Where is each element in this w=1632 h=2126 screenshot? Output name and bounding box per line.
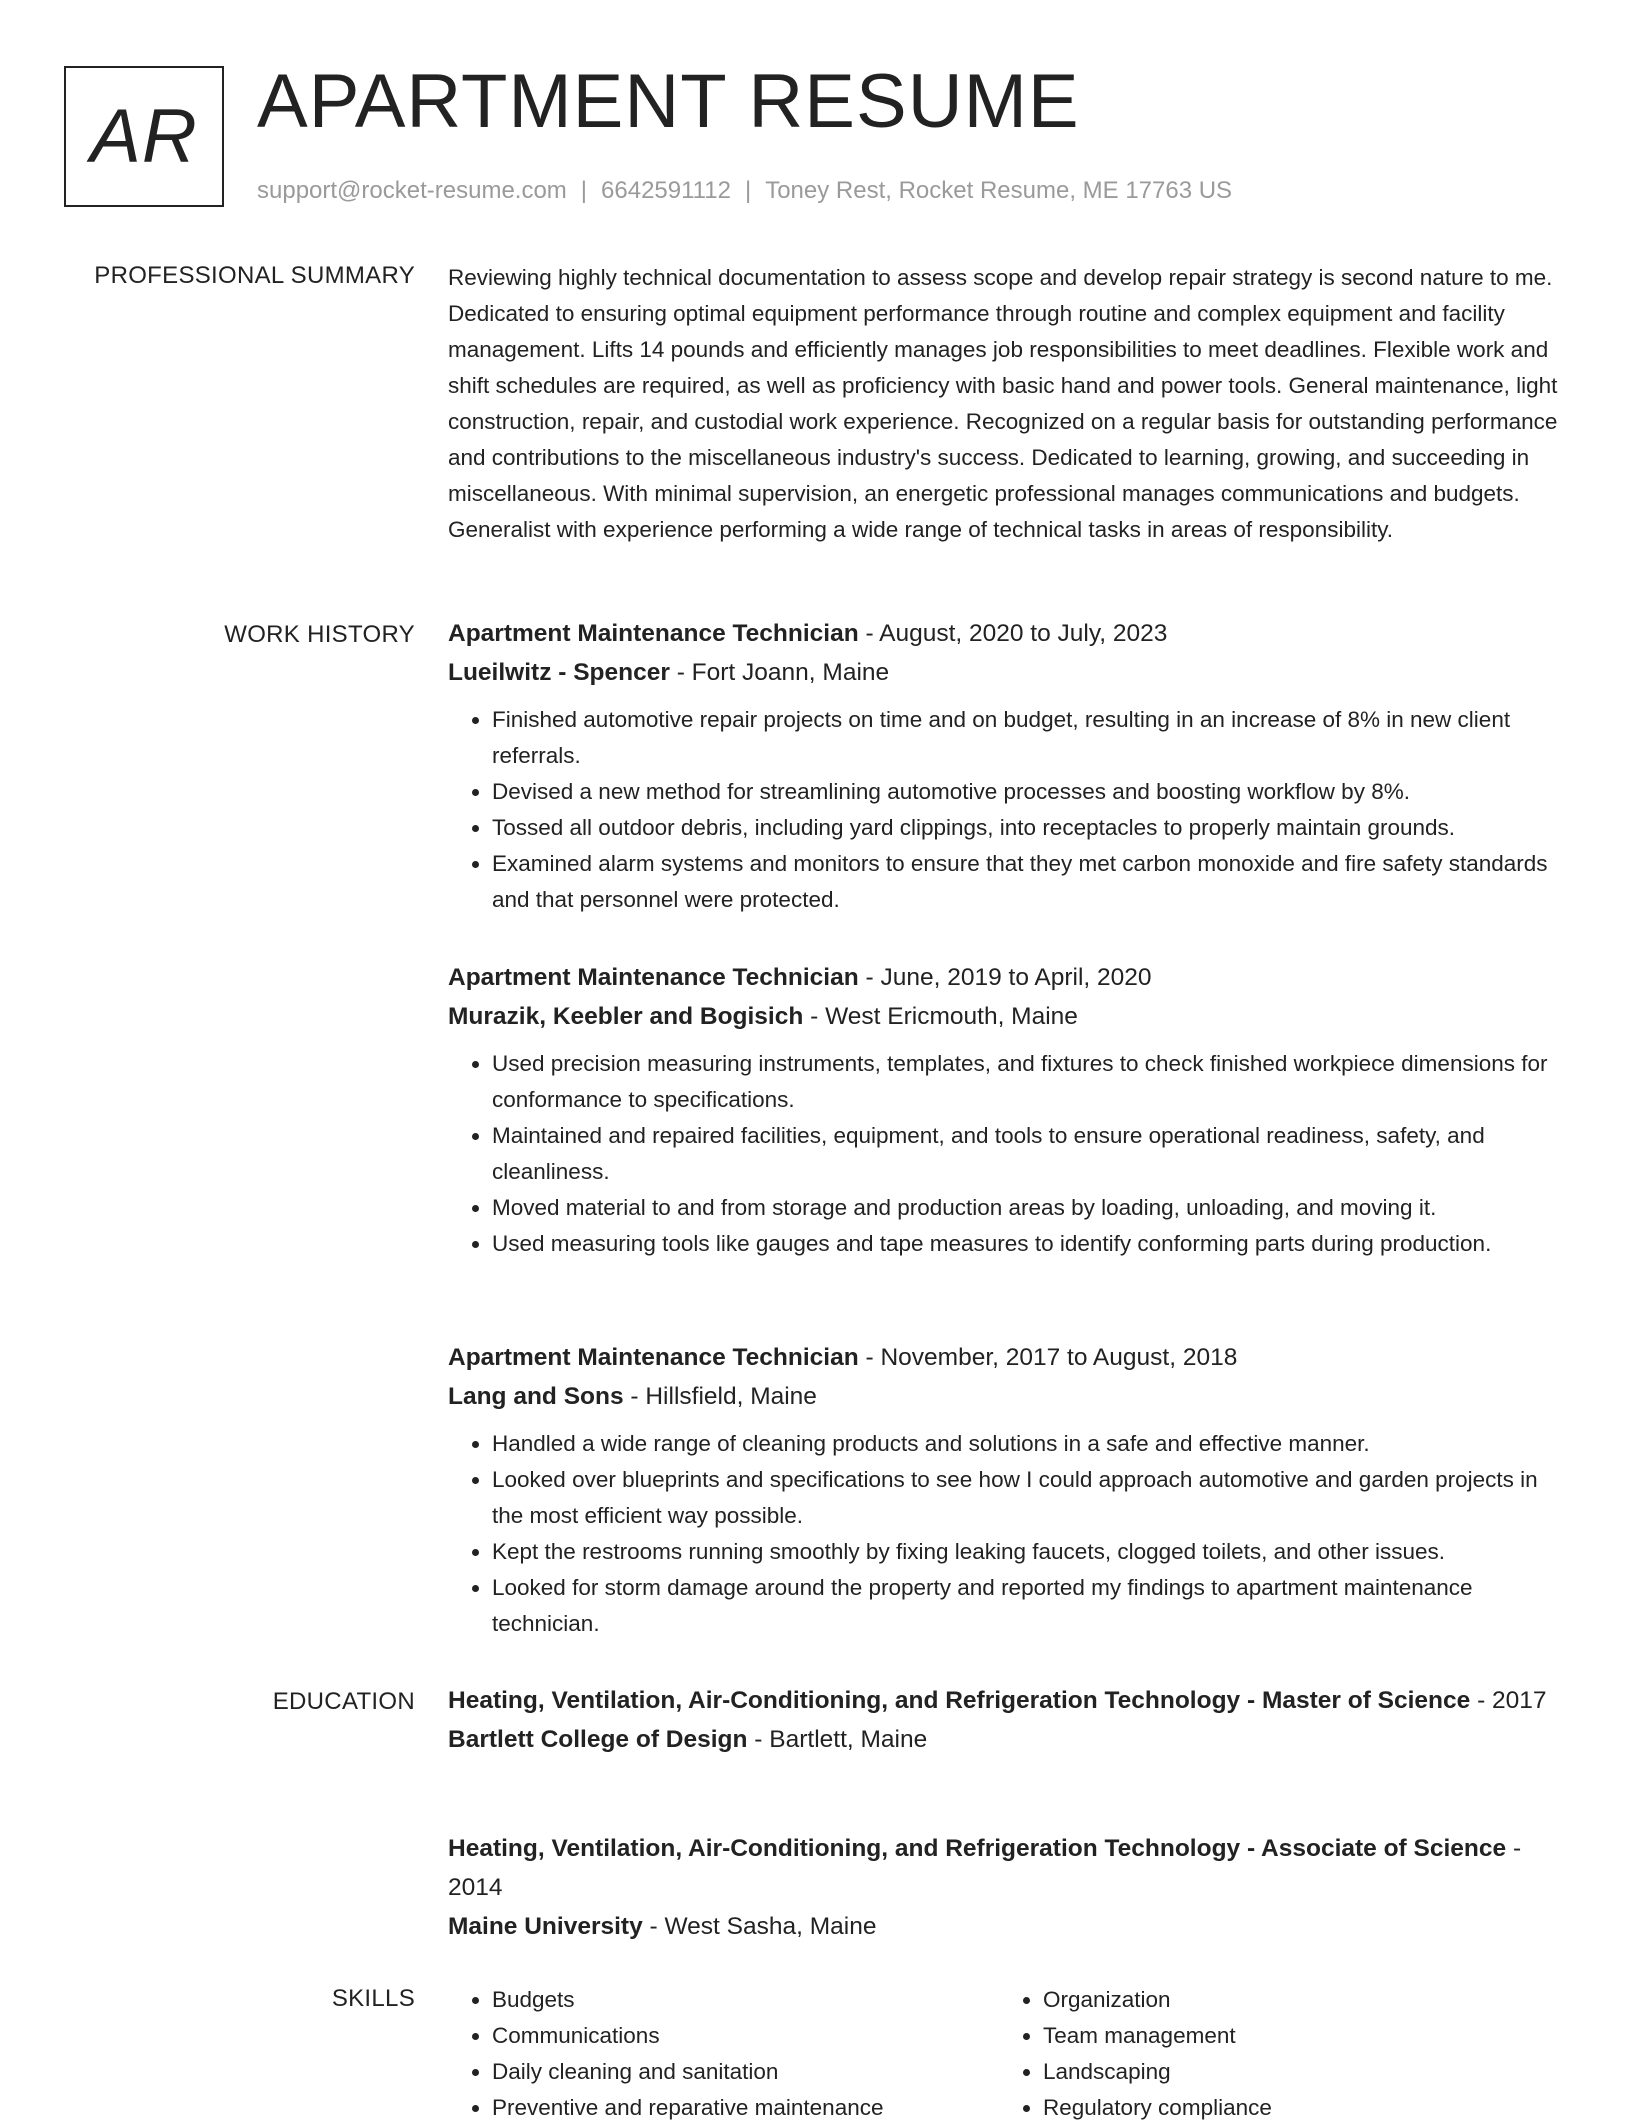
section-label-skills: SKILLS [331,1985,415,2012]
skill-item: • Budgets [492,1982,988,2018]
job-bullet: • Devised a new method for streamlining automotive processes and boosting workflow by 8%. [492,774,1566,810]
job-location: - West Ericmouth, Maine [803,1003,1078,1030]
section-label-work: WORK HISTORY [224,621,415,648]
skill-item: • Communications [492,2018,988,2054]
job-company-line [448,653,1566,692]
job-bullet: • Kept the restrooms running smoothly by fixing leaking faucets, clogged toilets, and other issues. [492,1534,1566,1570]
education-year: - 2017 [1470,1687,1547,1714]
skill-item: • Regulatory compliance [1043,2090,1539,2126]
job-bullets [448,702,1566,918]
skill-item: • Daily cleaning and sanitation [492,2054,988,2090]
job-bullet: • Looked over blueprints and specifications to see how I could approach automotive and garden projects in the most efficient way possible. [492,1462,1566,1534]
education-location: - West Sasha, Maine [642,1913,877,1940]
education-entry [448,1829,1566,1946]
contact-email: support@rocket-resume.com [257,177,567,204]
candidate-name: APARTMENT RESUME [257,59,1080,144]
job-title-line [448,614,1566,653]
summary-text: Reviewing highly technical documentation to assess scope and develop repair strategy is second nature to me. Dedicated to ensuring optimal equipment performance through routine and complex equipment and facility management. Lifts 14 pounds and efficiently manages job responsibilities to meet deadlines. Flexible work and shift schedules are required, as well as proficiency with basic hand and power tools. General maintenance, light construction, repair, and custodial work experience. Recognized on a regular basis for outstanding performance and contributions to the miscellaneous industry's success. Dedicated to learning, growing, and succeeding in miscellaneous. With minimal supervision, an energetic professional manages communications and budgets. Generalist with experience performing a wide range of technical tasks in areas of responsibility. [448,265,1558,542]
job-location: - Fort Joann, Maine [669,659,890,686]
job-entry [448,958,1566,1262]
job-bullet: • Examined alarm systems and monitors to ensure that they met carbon monoxide and fire safety standards and that personnel were protected. [492,846,1566,918]
skill-item: • Landscaping [1043,2054,1539,2090]
job-title-line [448,958,1566,997]
job-bullet: • Looked for storm damage around the property and reported my findings to apartment maintenance technician. [492,1570,1566,1642]
job-bullet: • Used precision measuring instruments, templates, and fixtures to check finished workpiece dimensions for conformance to specifications. [492,1046,1566,1118]
section-label-summary: PROFESSIONAL SUMMARY [94,262,415,289]
contact-address: Toney Rest, Rocket Resume, ME 17763 US [765,177,1233,204]
skills-list [448,1982,988,2126]
skill-item: • Preventive and reparative maintenance [492,2090,988,2126]
contact-separator: | [580,177,588,204]
education-degree-line [448,1829,1566,1907]
contact-phone: 6642591112 [601,177,731,204]
education-school: Bartlett College of Design [448,1726,748,1753]
skills-column-left [448,1982,988,2126]
job-title: Apartment Maintenance Technician [448,1344,859,1371]
job-bullets [448,1426,1566,1642]
job-title: Apartment Maintenance Technician [448,620,859,647]
education-school-line [448,1907,1566,1946]
job-entry [448,1338,1566,1642]
job-bullet: • Used measuring tools like gauges and tape measures to identify conforming parts during production. [492,1226,1566,1262]
skill-item: • Team management [1043,2018,1539,2054]
monogram-logo: AR [64,66,224,207]
skills-column-right [999,1982,1539,2126]
education-degree: Heating, Ventilation, Air-Conditioning, and Refrigeration Technology - Master of Science [448,1687,1471,1714]
skill-item: • Organization [1043,1982,1539,2018]
job-dates: - August, 2020 to July, 2023 [858,620,1168,647]
job-dates: - November, 2017 to August, 2018 [858,1344,1238,1371]
job-bullet: • Handled a wide range of cleaning products and solutions in a safe and effective manner. [492,1426,1566,1462]
contact-separator: | [744,177,752,204]
job-bullet: • Moved material to and from storage and production areas by loading, unloading, and moving it. [492,1190,1566,1226]
education-degree-line [448,1681,1566,1720]
section-label-education: EDUCATION [272,1688,415,1715]
summary-body [448,260,1566,548]
job-location: - Hillsfield, Maine [623,1383,817,1410]
job-bullet: • Tossed all outdoor debris, including yard clippings, into receptacles to properly maintain grounds. [492,810,1566,846]
job-company-line [448,1377,1566,1416]
job-company: Lang and Sons [448,1383,624,1410]
job-company: Murazik, Keebler and Bogisich [448,1003,804,1030]
job-bullet: • Finished automotive repair projects on time and on budget, resulting in an increase of 8% in new client referrals. [492,702,1566,774]
education-entry [448,1681,1566,1759]
job-title: Apartment Maintenance Technician [448,964,859,991]
job-dates: - June, 2019 to April, 2020 [858,964,1152,991]
job-entry [448,614,1566,918]
education-school: Maine University [448,1913,643,1940]
job-bullet: • Maintained and repaired facilities, equipment, and tools to ensure operational readiness, safety, and cleanliness. [492,1118,1566,1190]
job-bullets [448,1046,1566,1262]
education-year: - 2014 [448,1835,1522,1901]
education-location: - Bartlett, Maine [747,1726,928,1753]
job-company-line [448,997,1566,1036]
job-company: Lueilwitz - Spencer [448,659,670,686]
education-school-line [448,1720,1566,1759]
skills-list [999,1982,1539,2126]
contact-line [257,174,1232,208]
education-degree: Heating, Ventilation, Air-Conditioning, and Refrigeration Technology - Associate of Science [448,1835,1507,1862]
job-title-line [448,1338,1566,1377]
